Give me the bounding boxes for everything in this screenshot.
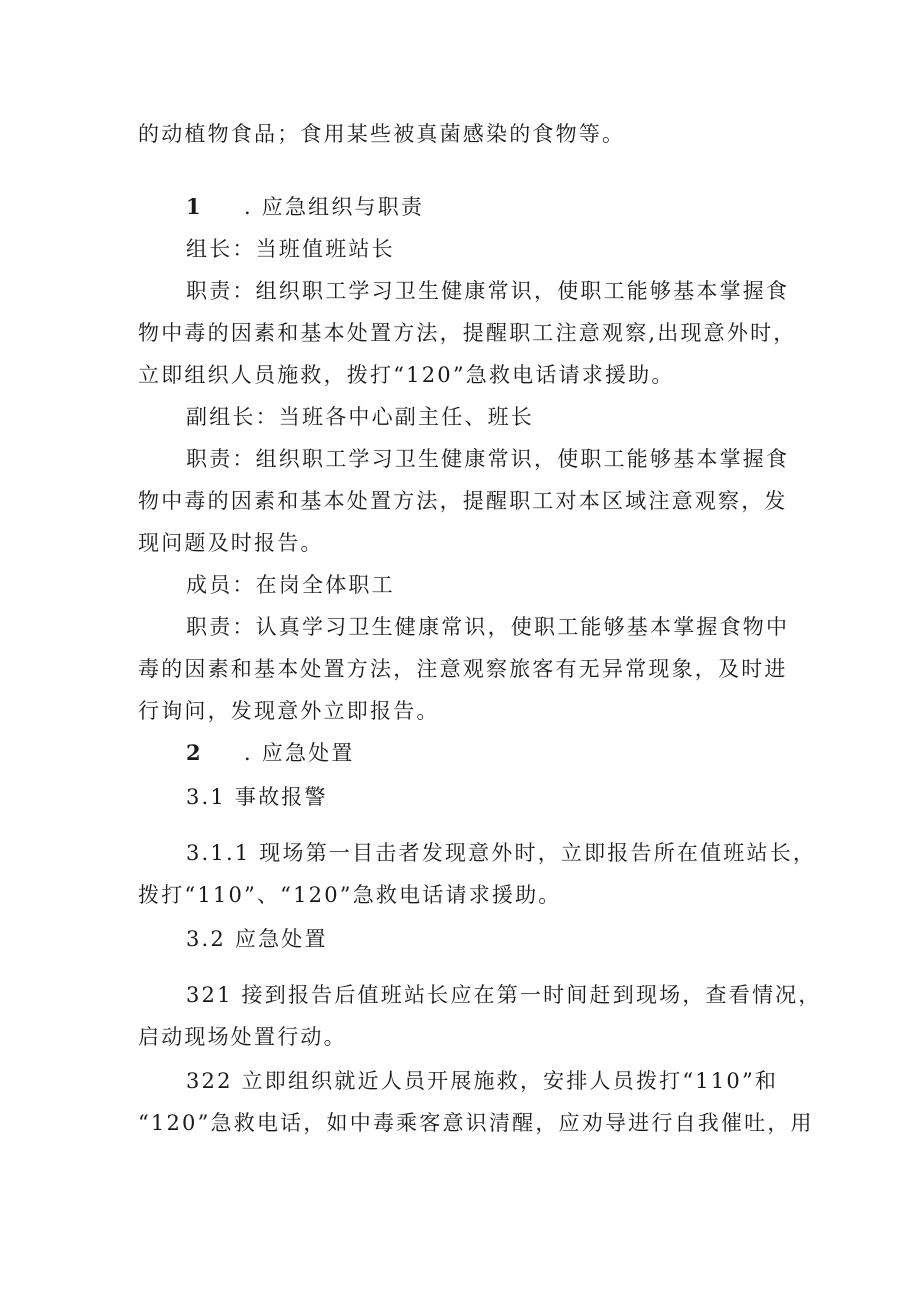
paragraph-line: 立即组织人员施救，拨打“120”急救电话请求援助。 xyxy=(138,363,675,387)
paragraph-line: 组长：当班值班站长 xyxy=(186,237,395,261)
paragraph-line: “120”急救电话，如中毒乘客意识清醒，应劝导进行自我催吐，用 xyxy=(138,1111,814,1135)
paragraph-line: 职责：组织职工学习卫生健康常识，使职工能够基本掌握食 xyxy=(186,447,790,471)
section-heading-2 xyxy=(186,738,798,768)
subsection-heading: 3.2 应急处置 xyxy=(186,927,328,951)
section-number: 1 xyxy=(186,194,201,219)
subsection-heading: 3.1 事故报警 xyxy=(186,785,328,809)
paragraph-line: 行询问，发现意外立即报告。 xyxy=(138,699,440,723)
section-title: . 应急组织与职责 xyxy=(244,195,425,219)
paragraph-line: 现问题及时报告。 xyxy=(138,531,324,555)
paragraph-line: 职责：组织职工学习卫生健康常识，使职工能够基本掌握食 xyxy=(186,279,790,303)
paragraph-line: 物中毒的因素和基本处置方法，提醒职工注意观察,出现意外时， xyxy=(138,321,797,345)
paragraph-line: 职责：认真学习卫生健康常识，使职工能够基本掌握食物中 xyxy=(186,615,790,639)
paragraph-line: 毒的因素和基本处置方法，注意观察旅客有无异常现象，及时进 xyxy=(138,657,788,681)
paragraph-line: 物中毒的因素和基本处置方法，提醒职工对本区域注意观察，发 xyxy=(138,489,788,513)
paragraph-line: 322 立即组织就近人员开展施救，安排人员拨打“110”和 xyxy=(186,1069,779,1093)
paragraph-line: 的动植物食品；食用某些被真菌感染的食物等。 xyxy=(138,122,626,146)
paragraph-line: 拨打“110”、“120”急救电话请求援助。 xyxy=(138,883,562,907)
paragraph-line: 3.1.1 现场第一目击者发现意外时，立即报告所在值班站长， xyxy=(186,841,817,865)
section-number: 2 xyxy=(186,740,201,765)
section-title: . 应急处置 xyxy=(244,741,355,765)
paragraph-line: 成员：在岗全体职工 xyxy=(186,573,395,597)
paragraph-line: 321 接到报告后值班站长应在第一时间赶到现场，查看情况， xyxy=(186,983,822,1007)
paragraph-line: 启动现场处置行动。 xyxy=(138,1025,347,1049)
section-heading-1 xyxy=(186,192,798,222)
paragraph-line: 副组长：当班各中心副主任、班长 xyxy=(186,405,534,429)
